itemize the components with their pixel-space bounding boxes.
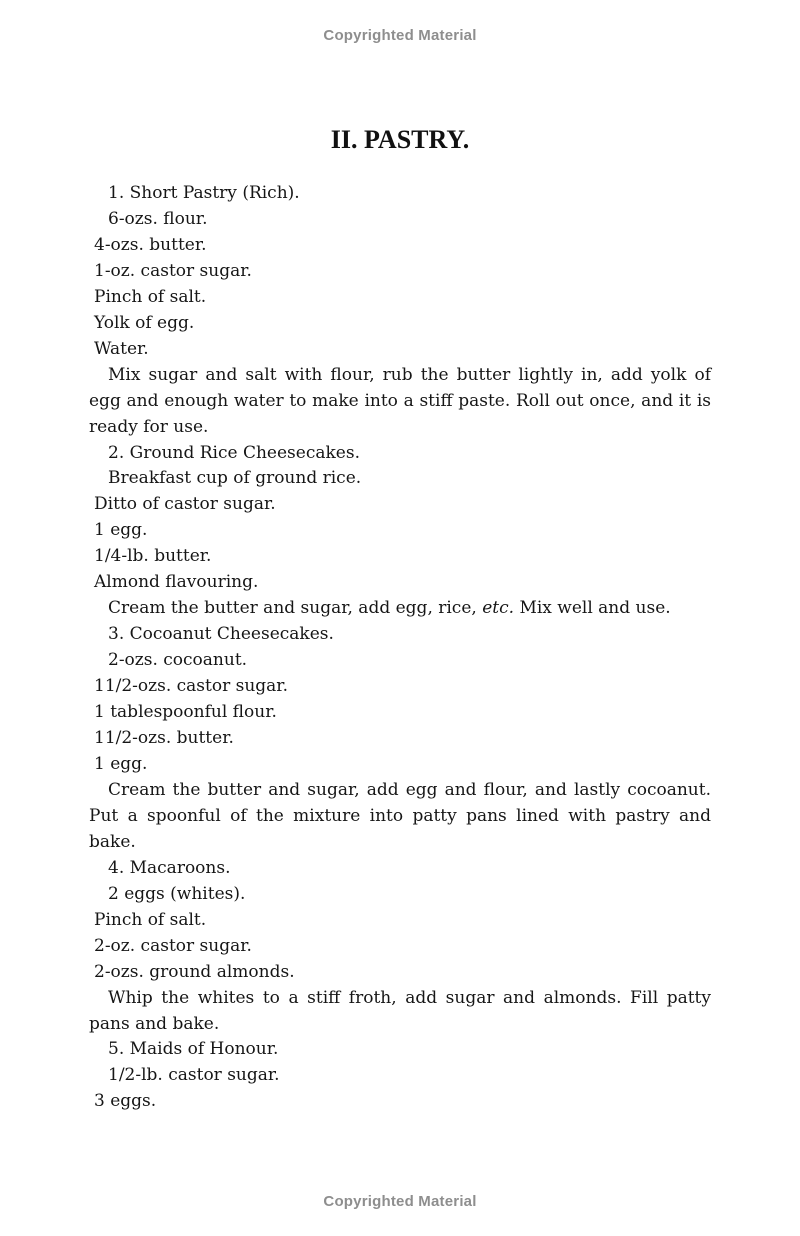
method-paragraph: Cream the butter and sugar, add egg and flour, and lastly cocoanut. Put a spoonful of the mixture into patty pans lined with pastry and bake. bbox=[89, 779, 711, 852]
recipe-heading: 4. Macaroons. bbox=[108, 857, 231, 878]
ingredient-line: 6-ozs. flour. bbox=[108, 208, 208, 229]
ingredient-line: Yolk of egg. bbox=[94, 312, 195, 333]
ingredient-line: 2 eggs (whites). bbox=[108, 883, 246, 904]
ingredient-line: Almond flavouring. bbox=[94, 572, 259, 593]
recipe-text bbox=[89, 181, 711, 1115]
ingredient-line: 3 eggs. bbox=[94, 1091, 157, 1112]
ingredient-line: Pinch of salt. bbox=[94, 286, 207, 307]
ingredient-line: 11/2-ozs. butter. bbox=[94, 728, 234, 749]
ingredient-line: 1-oz. castor sugar. bbox=[94, 260, 252, 281]
ingredient-line: 2-oz. castor sugar. bbox=[94, 935, 252, 956]
method-italic-text: etc. bbox=[482, 598, 515, 619]
ingredient-line: Pinch of salt. bbox=[94, 909, 207, 930]
ingredient-line: 4-ozs. butter. bbox=[94, 234, 207, 255]
ingredient-line: 1 egg. bbox=[94, 520, 148, 541]
ingredient-line: Water. bbox=[94, 338, 149, 359]
copyright-watermark-top: Copyrighted Material bbox=[323, 27, 477, 44]
chapter-title: II. PASTRY. bbox=[330, 125, 470, 154]
method-text: Mix well and use. bbox=[519, 598, 671, 619]
ingredient-line: 1/2-lb. castor sugar. bbox=[108, 1065, 280, 1086]
method-paragraph: Mix sugar and salt with flour, rub the butter lightly in, add yolk of egg and enough water to make into a stiff paste. Roll out once, and it is ready for use. bbox=[89, 364, 711, 437]
method-text: Cream the butter and sugar, add egg, rice, bbox=[108, 598, 477, 619]
ingredient-line: 1/4-lb. butter. bbox=[94, 546, 212, 567]
ingredient-line: 1 egg. bbox=[94, 753, 148, 774]
recipe-heading: 3. Cocoanut Cheesecakes. bbox=[108, 624, 334, 645]
ingredient-line: 2-ozs. cocoanut. bbox=[108, 650, 248, 671]
method-paragraph: Whip the whites to a stiff froth, add sugar and almonds. Fill patty pans and bake. bbox=[89, 987, 711, 1034]
recipe-heading: 1. Short Pastry (Rich). bbox=[108, 183, 300, 203]
recipe-heading: 5. Maids of Honour. bbox=[108, 1039, 279, 1060]
ingredient-line: Breakfast cup of ground rice. bbox=[108, 468, 362, 489]
ingredient-line: 2-ozs. ground almonds. bbox=[94, 961, 295, 982]
copyright-watermark-bottom: Copyrighted Material bbox=[323, 1193, 477, 1210]
method-paragraph bbox=[89, 596, 711, 622]
recipe-heading: 2. Ground Rice Cheesecakes. bbox=[108, 442, 360, 463]
ingredient-line: 11/2-ozs. castor sugar. bbox=[94, 676, 288, 697]
ingredient-line: 1 tablespoonful flour. bbox=[94, 702, 277, 723]
ingredient-line: Ditto of castor sugar. bbox=[94, 494, 276, 515]
